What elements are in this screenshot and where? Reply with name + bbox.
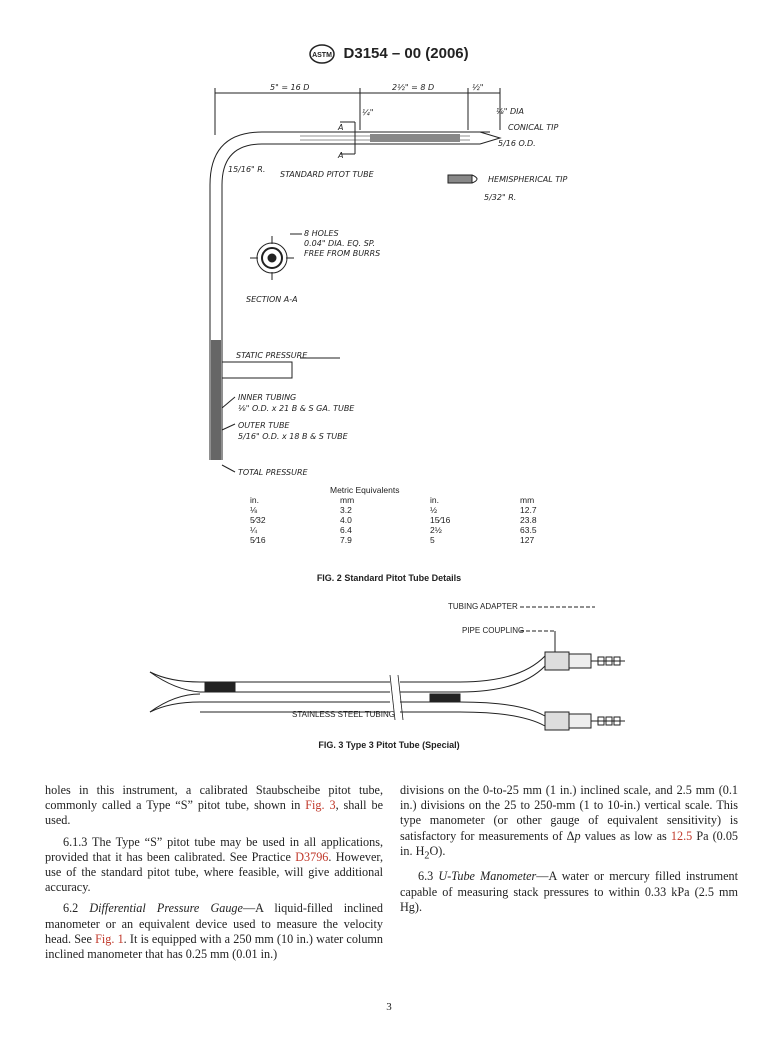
dim-top-left: 5" = 16 D xyxy=(270,83,310,92)
page-number: 3 xyxy=(386,1001,392,1013)
document-designation: D3154 – 00 (2006) xyxy=(343,44,469,62)
section-number: 6.2 xyxy=(63,901,90,916)
text-run: O). xyxy=(429,843,446,858)
left-column xyxy=(45,783,383,968)
metric-header: in. xyxy=(250,495,259,505)
paragraph xyxy=(400,869,738,915)
label-quarter: ¼" xyxy=(362,108,374,117)
metric-cell: 3.2 xyxy=(340,505,352,515)
text-run: holes in this instrument, a calibrated Staubscheibe pitot tube, commonly called a Type “S” pitot tube, shown in xyxy=(45,783,383,813)
fig3-caption: FIG. 3 Type 3 Pitot Tube (Special) xyxy=(318,740,460,750)
metric-cell: 12.7 xyxy=(520,505,537,515)
paragraph xyxy=(45,835,383,896)
paragraph xyxy=(45,901,383,962)
metric-cell: 5⁄32 xyxy=(250,515,266,525)
section-number: 6.3 xyxy=(418,869,439,884)
label-hemi-radius: 5/32" R. xyxy=(484,193,517,202)
label-conical-tip: CONICAL TIP xyxy=(508,123,559,132)
fig2-caption: FIG. 2 Standard Pitot Tube Details xyxy=(316,573,462,583)
paragraph xyxy=(400,783,738,863)
metric-cell: 15⁄16 xyxy=(430,515,451,525)
label-outer-1: OUTER TUBE xyxy=(238,421,290,430)
section-heading: U-Tube Manometer xyxy=(438,869,537,884)
text-run: Pa (0.05 in. H xyxy=(400,828,739,858)
text-run: , shall be used. xyxy=(45,798,383,828)
metric-cell: 6.4 xyxy=(340,525,352,535)
value-link[interactable]: 12.5 xyxy=(670,828,693,843)
label-eighth-dia: ⅛" DIA xyxy=(496,107,524,116)
label-section: SECTION A-A xyxy=(246,295,298,304)
section-mark-a-top: A xyxy=(338,123,344,132)
metric-header: mm xyxy=(340,495,355,505)
subscript: 2 xyxy=(424,850,430,862)
fig1-link[interactable]: Fig. 1 xyxy=(95,931,124,946)
metric-cell: 4.0 xyxy=(340,515,352,525)
metric-header: mm xyxy=(520,495,535,505)
label-bend-radius: 15/16" R. xyxy=(228,165,266,174)
dim-top-right: ½" xyxy=(472,83,484,92)
metric-cell: 127 xyxy=(520,535,535,545)
label-od: 5/16 O.D. xyxy=(498,139,536,148)
label-holes-1: 8 HOLES xyxy=(304,229,339,238)
metric-cell: ⅛ xyxy=(250,505,258,515)
paragraph xyxy=(45,783,383,829)
metric-table-title: Metric Equivalents xyxy=(330,485,400,495)
text-run: . However, use of the standard pitot tube, where feasible, will give additional accuracy. xyxy=(45,849,383,895)
label-tubing-adapter: TUBING ADAPTER xyxy=(448,602,518,611)
dim-top-mid: 2½" = 8 D xyxy=(392,83,435,92)
metric-cell: 23.8 xyxy=(520,515,537,525)
text-run: divisions on the 0-to-25 mm (1 in.) inclined scale, and 2.5 mm (0.1 in.) divisions on the 25 to 250-mm (1 to 10-in.) vertical scale. This type manometer (or other gauge of equivalent sensitivity) is satisfactory for measurements of Δ xyxy=(400,783,738,843)
metric-cell: ½ xyxy=(430,505,438,515)
text-run: 6.1.3 The Type “S” pitot tube may be used in all applications, provided that it has been calibrated. See Practice xyxy=(45,834,383,864)
text-run: p xyxy=(574,828,581,843)
right-column xyxy=(400,783,738,921)
label-inner-2: ⅛" O.D. x 21 B & S GA. TUBE xyxy=(238,404,355,413)
section-heading: Differential Pressure Gauge xyxy=(89,901,243,916)
label-outer-2: 5/16" O.D. x 18 B & S TUBE xyxy=(238,432,348,441)
text-run: values as low as xyxy=(580,828,671,843)
svg-text:ASTM: ASTM xyxy=(312,52,333,59)
label-static-pressure: STATIC PRESSURE xyxy=(236,351,308,360)
section-mark-a-bottom: A xyxy=(338,151,344,160)
label-holes-2: 0.04" DIA. EQ. SP. xyxy=(304,239,376,248)
d3796-link[interactable]: D3796 xyxy=(295,849,329,864)
fig3-link[interactable]: Fig. 3 xyxy=(305,798,336,813)
label-total-pressure: TOTAL PRESSURE xyxy=(238,468,308,477)
metric-header: in. xyxy=(430,495,439,505)
metric-cell: 5⁄16 xyxy=(250,535,266,545)
metric-cell: 63.5 xyxy=(520,525,537,535)
text-run: . It is equipped with a 250 mm (10 in.) water column inclined manometer that has 0.25 mm (0.01 in.) xyxy=(45,931,383,962)
label-pipe-coupling: PIPE COUPLING xyxy=(462,626,525,635)
metric-cell: 2½ xyxy=(430,525,442,535)
metric-cell: 5 xyxy=(430,535,435,545)
text-run: —A water or mercury filled instrument capable of measuring stack pressures to within 0.33 kPa (2.5 mm Hg). xyxy=(400,869,738,914)
label-standard-pitot: STANDARD PITOT TUBE xyxy=(280,170,374,179)
metric-cell: ¼ xyxy=(250,525,258,535)
text-run: —A liquid-filled inclined manometer or an equivalent device used to measure the velocity head. See xyxy=(45,901,383,946)
label-holes-3: FREE FROM BURRS xyxy=(304,249,381,258)
metric-cell: 7.9 xyxy=(340,535,352,545)
label-stainless: STAINLESS STEEL TUBING xyxy=(292,710,395,719)
label-hemispherical-tip: HEMISPHERICAL TIP xyxy=(488,175,568,184)
label-inner-1: INNER TUBING xyxy=(238,393,297,402)
